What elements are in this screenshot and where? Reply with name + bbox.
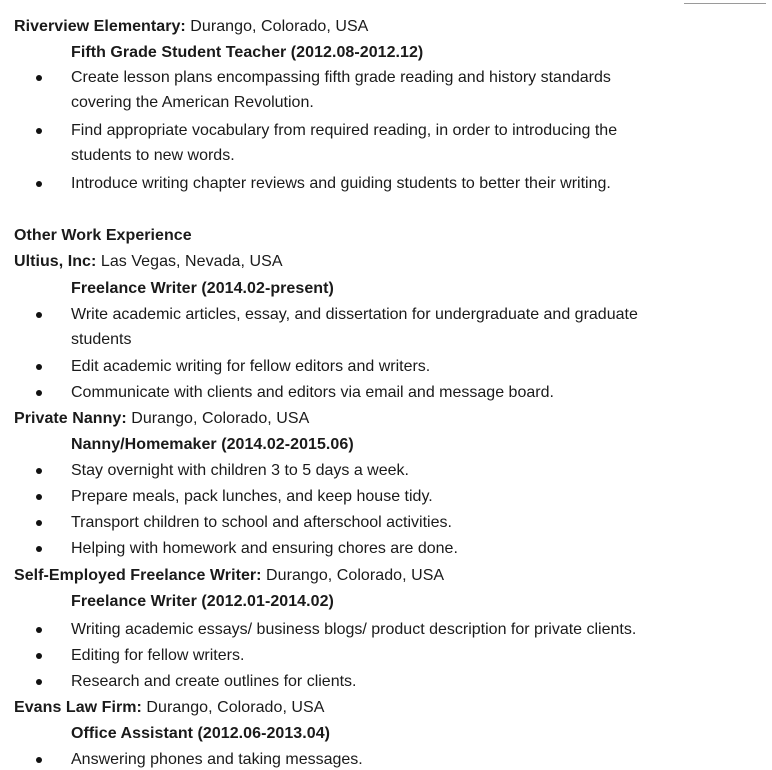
bullet-text: Transport children to school and afterschool activities. <box>71 514 452 531</box>
bullet-icon <box>36 494 42 500</box>
employer-name: Ultius, Inc: <box>14 253 97 270</box>
bullet-icon <box>36 757 42 763</box>
bullet-icon <box>36 390 42 396</box>
bullet-text: Introduce writing chapter reviews and guiding students to better their writing. <box>71 175 611 192</box>
employer-self-employed <box>14 566 444 586</box>
bullet-icon <box>36 128 42 134</box>
bullet-icon <box>36 627 42 633</box>
bullet-icon <box>36 364 42 370</box>
employer-evans-law-firm <box>14 698 325 718</box>
bullet-icon <box>36 679 42 685</box>
bullet-text: Write academic articles, essay, and dissertation for undergraduate and graduate <box>71 306 638 323</box>
bullet-text: Answering phones and taking messages. <box>71 751 363 768</box>
role-title: Fifth Grade Student Teacher (2012.08-2012.12) <box>71 44 424 61</box>
bullet-text: Helping with homework and ensuring chores are done. <box>71 540 458 557</box>
bullet-text: Find appropriate vocabulary from required reading, in order to introducing the <box>71 122 618 139</box>
bullet-text: Stay overnight with children 3 to 5 days a week. <box>71 462 409 479</box>
bullet-text: Edit academic writing for fellow editors and writers. <box>71 358 431 375</box>
role-title: Office Assistant (2012.06-2013.04) <box>71 725 331 742</box>
bullet-text: Create lesson plans encompassing fifth grade reading and history standards <box>71 69 611 86</box>
employer-location: Las Vegas, Nevada, USA <box>96 253 283 270</box>
bullet-icon <box>36 312 42 318</box>
bullet-icon <box>36 653 42 659</box>
role-title: Freelance Writer (2014.02-present) <box>71 280 334 297</box>
bullet-icon <box>36 181 42 187</box>
employer-name: Evans Law Firm: <box>14 699 142 716</box>
employer-name: Private Nanny: <box>14 410 127 427</box>
bullet-text-continued: students to new words. <box>71 147 235 164</box>
bullet-icon <box>36 546 42 552</box>
bullet-text-continued: students <box>71 331 132 348</box>
employer-ultius <box>14 252 283 272</box>
bullet-text: Communicate with clients and editors via email and message board. <box>71 384 554 401</box>
page-edge-rule <box>684 3 766 4</box>
bullet-text: Editing for fellow writers. <box>71 647 245 664</box>
employer-name: Riverview Elementary: <box>14 18 186 35</box>
employer-riverview <box>14 17 368 37</box>
bullet-text: Research and create outlines for clients. <box>71 673 357 690</box>
bullet-icon <box>36 75 42 81</box>
bullet-text: Writing academic essays/ business blogs/ product description for private clients. <box>71 621 637 638</box>
bullet-icon <box>36 468 42 474</box>
employer-name: Self-Employed Freelance Writer: <box>14 567 262 584</box>
bullet-icon <box>36 520 42 526</box>
role-title: Nanny/Homemaker (2014.02-2015.06) <box>71 436 354 453</box>
employer-location: Durango, Colorado, USA <box>185 18 369 35</box>
role-title: Freelance Writer (2012.01-2014.02) <box>71 593 334 610</box>
employer-location: Durango, Colorado, USA <box>126 410 310 427</box>
employer-location: Durango, Colorado, USA <box>261 567 445 584</box>
section-heading: Other Work Experience <box>14 227 192 244</box>
employer-location: Durango, Colorado, USA <box>141 699 325 716</box>
employer-private-nanny <box>14 409 309 429</box>
bullet-text: Prepare meals, pack lunches, and keep house tidy. <box>71 488 433 505</box>
bullet-text-continued: covering the American Revolution. <box>71 94 314 111</box>
